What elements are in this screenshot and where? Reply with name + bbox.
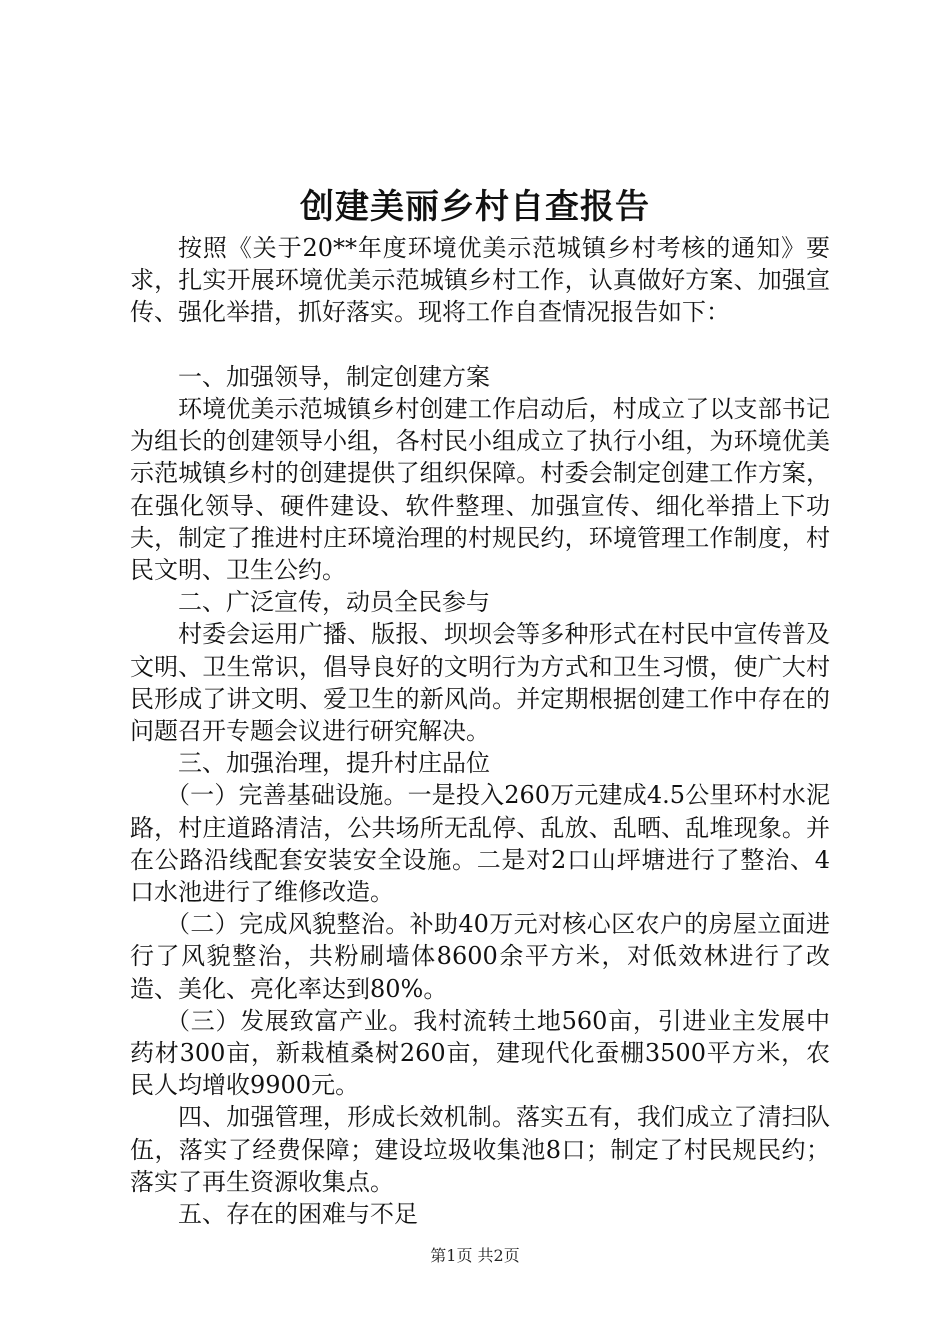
document-body: [130, 232, 830, 1230]
subsection-paragraph-3c: （三）发展致富产业。我村流转土地560亩，引进业主发展中药材300亩，新栽植桑树260亩，建现代化蚕棚3500平方米，农民人均增收9900元。: [130, 1006, 830, 1100]
section-paragraph-1: 环境优美示范城镇乡村创建工作启动后，村成立了以支部书记为组长的创建领导小组，各村民小组成立了执行小组，为环境优美示范城镇乡村的创建提供了组织保障。村委会制定创建工作方案，在强化领导、硬件建设、软件整理、加强宣传、细化举措上下功夫，制定了推进村庄环境治理的村规民约，环境管理工作制度，村民文明、卫生公约。: [130, 395, 830, 585]
subsection-paragraph-3a: （一）完善基础设施。一是投入260万元建成4.5公里环村水泥路，村庄道路清洁，公共场所无乱停、乱放、乱晒、乱堆现象。并在公路沿线配套安装安全设施。二是对2口山坪塘进行了整治、4口水池进行了维修改造。: [130, 781, 830, 907]
section-paragraph-4: 四、加强管理，形成长效机制。落实五有，我们成立了清扫队伍，落实了经费保障；建设垃圾收集池8口；制定了村民规民约；落实了再生资源收集点。: [130, 1103, 830, 1196]
section-paragraph-2: 村委会运用广播、版报、坝坝会等多种形式在村民中宣传普及文明、卫生常识，倡导良好的文明行为方式和卫生习惯，使广大村民形成了讲文明、爱卫生的新风尚。并定期根据创建工作中存在的问题召开专题会议进行研究解决。: [130, 620, 830, 746]
section-heading-5: 五、存在的困难与不足: [178, 1200, 418, 1229]
section-heading-3: 三、加强治理，提升村庄品位: [178, 749, 490, 778]
intro-paragraph: 按照《关于20**年度环境优美示范城镇乡村考核的通知》要求，扎实开展环境优美示范城镇乡村工作，认真做好方案、加强宣传、强化举措，抓好落实。现将工作自查情况报告如下：: [130, 234, 830, 327]
section-heading-1: 一、加强领导，制定创建方案: [178, 362, 490, 391]
page-footer: 第1页 共2页: [430, 1246, 520, 1265]
section-heading-2: 二、广泛宣传，动员全民参与: [178, 588, 490, 617]
subsection-paragraph-3b: （二）完成风貌整治。补助40万元对核心区农户的房屋立面进行了风貌整治，共粉刷墙体8600余平方米，对低效林进行了改造、美化、亮化率达到80%。: [130, 910, 830, 1003]
page-title: 创建美丽乡村自查报告: [300, 187, 650, 227]
